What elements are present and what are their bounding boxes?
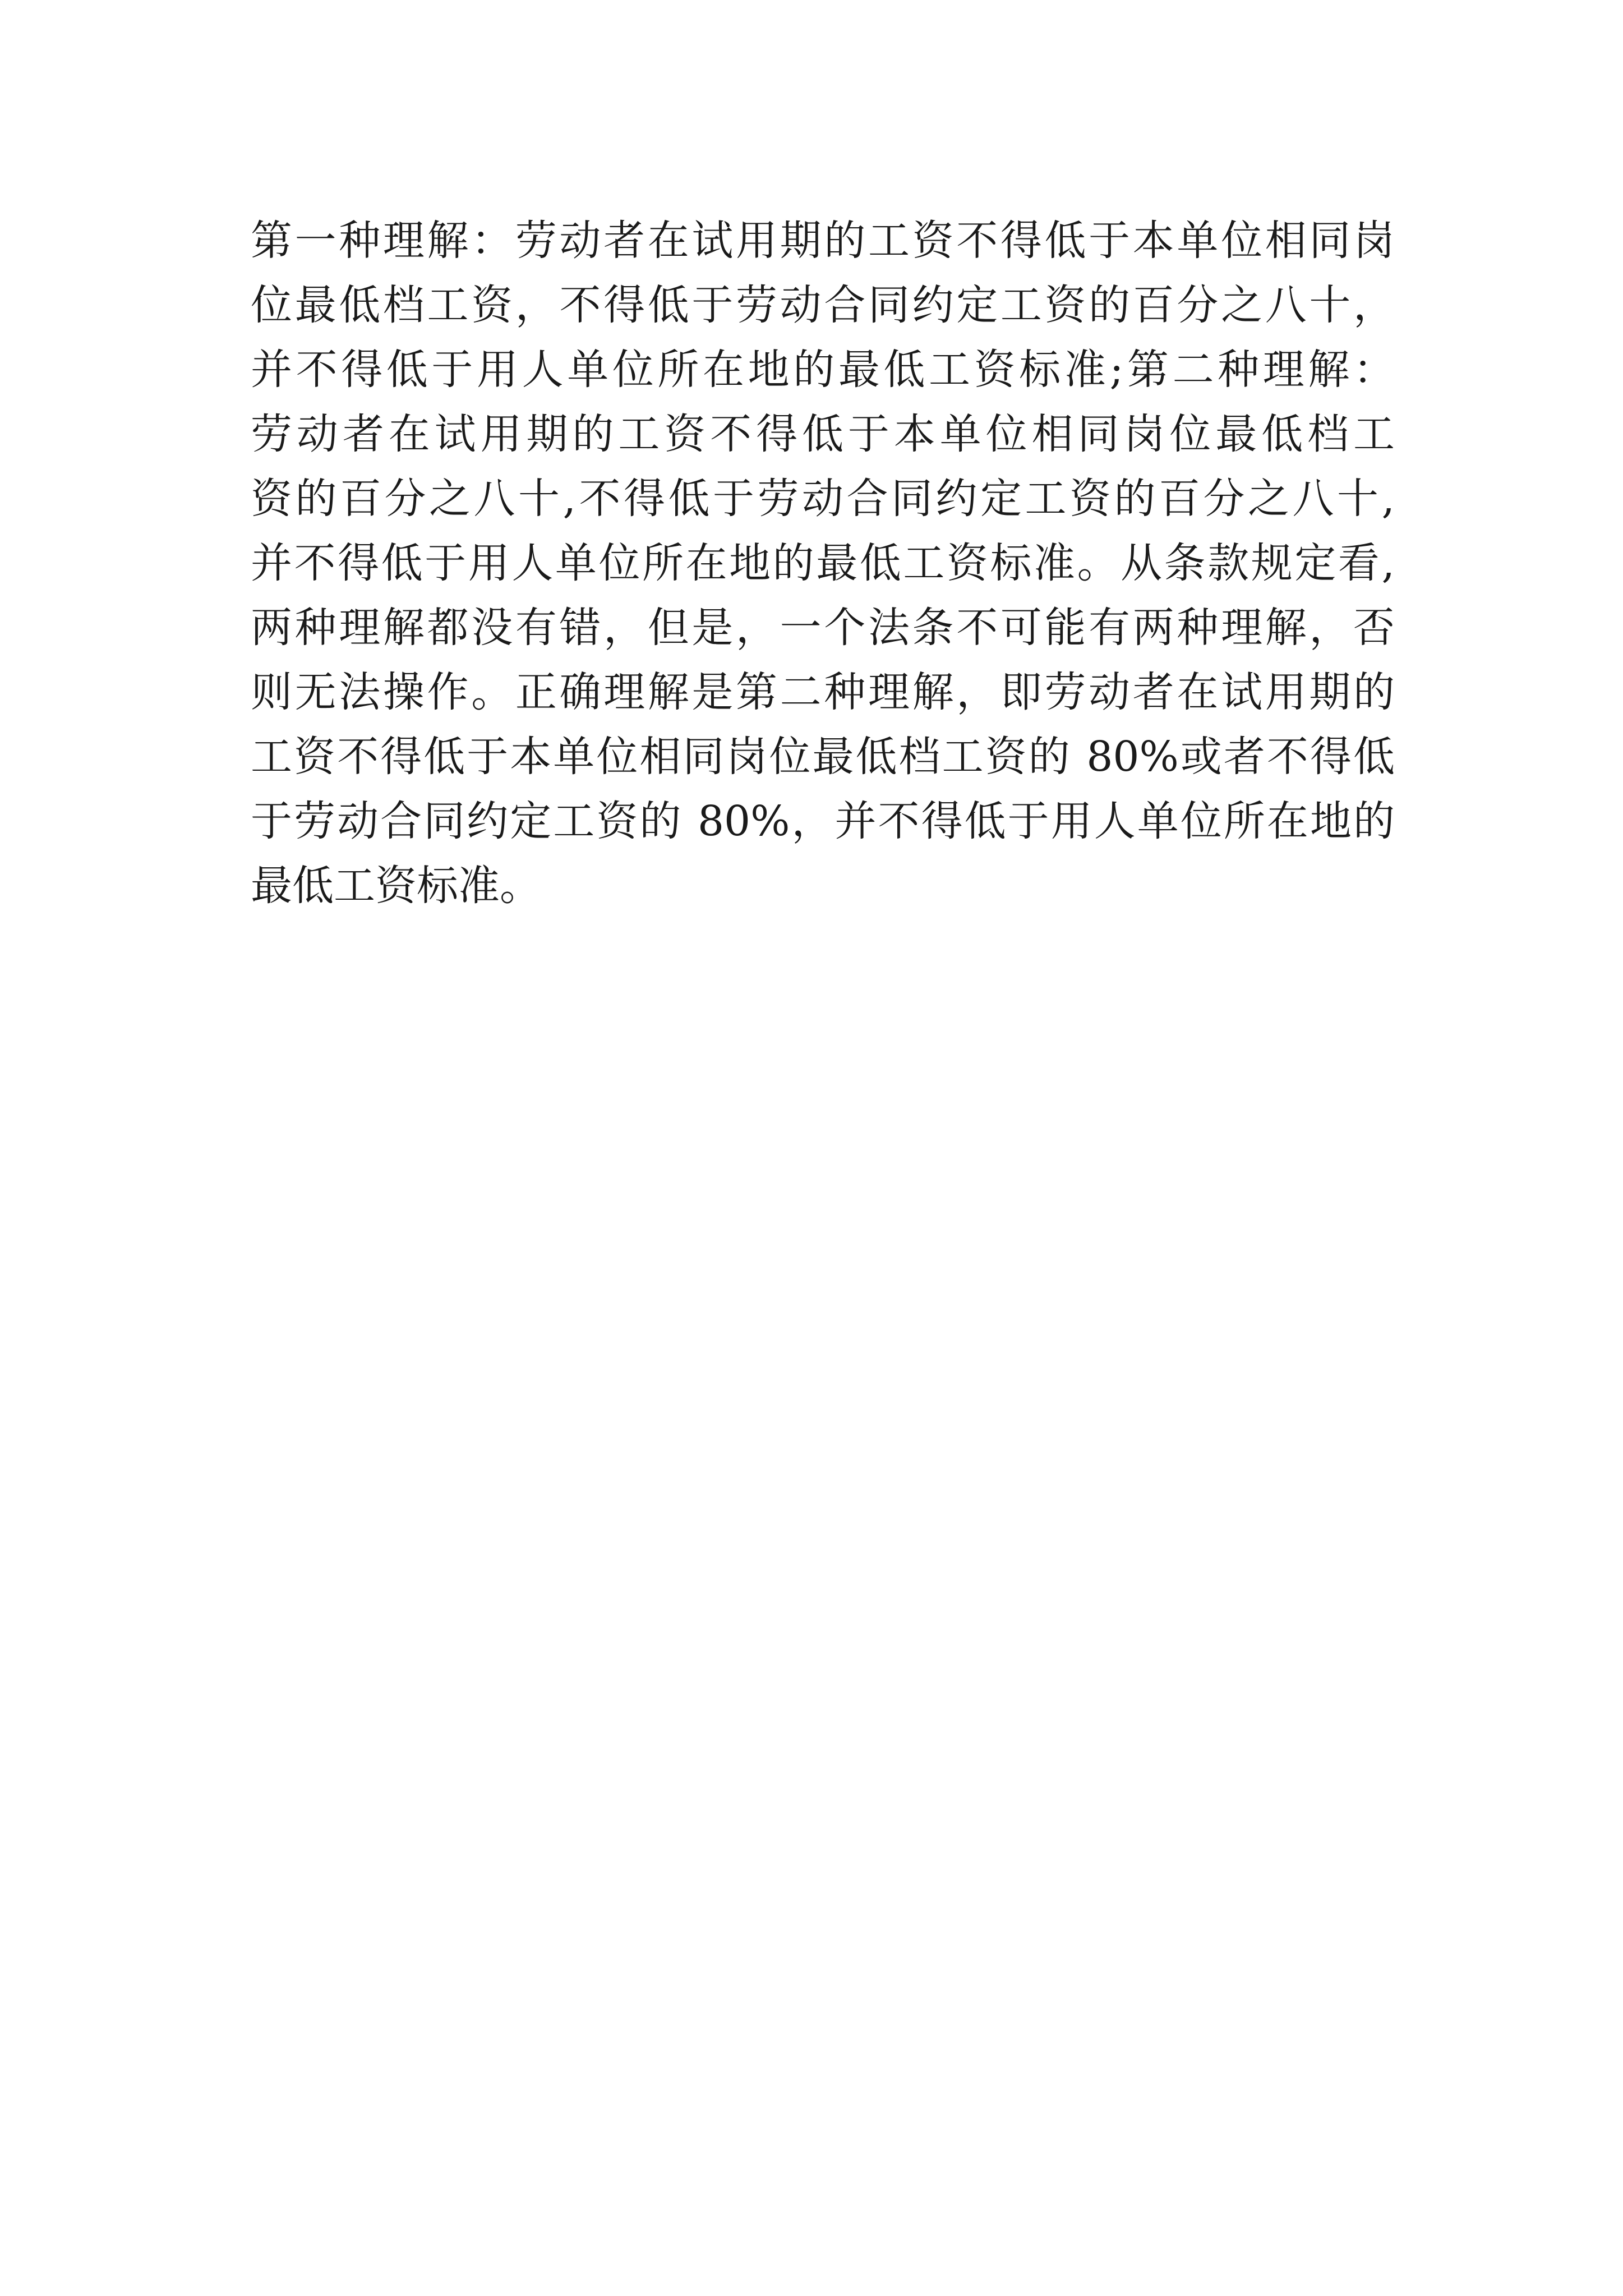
text-line: 工资不得低于本单位相同岗位最低档工资的 80%或者不得低: [251, 733, 1395, 781]
text-line: 则无法操作。正确理解是第二种理解，即劳动者在试用期的: [251, 668, 1395, 716]
text-line: 两种理解都没有错，但是，一个法条不可能有两种理解，否: [251, 604, 1395, 652]
text-line: 第一种理解：劳动者在试用期的工资不得低于本单位相同岗: [251, 217, 1395, 265]
text-line: 并不得低于用人单位所在地的最低工资标准。从条款规定看,: [251, 539, 1395, 587]
text-line: 劳动者在试用期的工资不得低于本单位相同岗位最低档工: [251, 410, 1395, 458]
text-line: 资的百分之八十,不得低于劳动合同约定工资的百分之八十,: [251, 475, 1395, 523]
text-line: 于劳动合同约定工资的 80%，并不得低于用人单位所在地的: [251, 797, 1395, 845]
text-line: 并不得低于用人单位所在地的最低工资标准;第二种理解：: [251, 346, 1395, 394]
body-paragraph: [251, 209, 1395, 918]
text-line: 最低工资标准。: [251, 862, 541, 910]
text-line: 位最低档工资，不得低于劳动合同约定工资的百分之八十，: [251, 281, 1395, 329]
